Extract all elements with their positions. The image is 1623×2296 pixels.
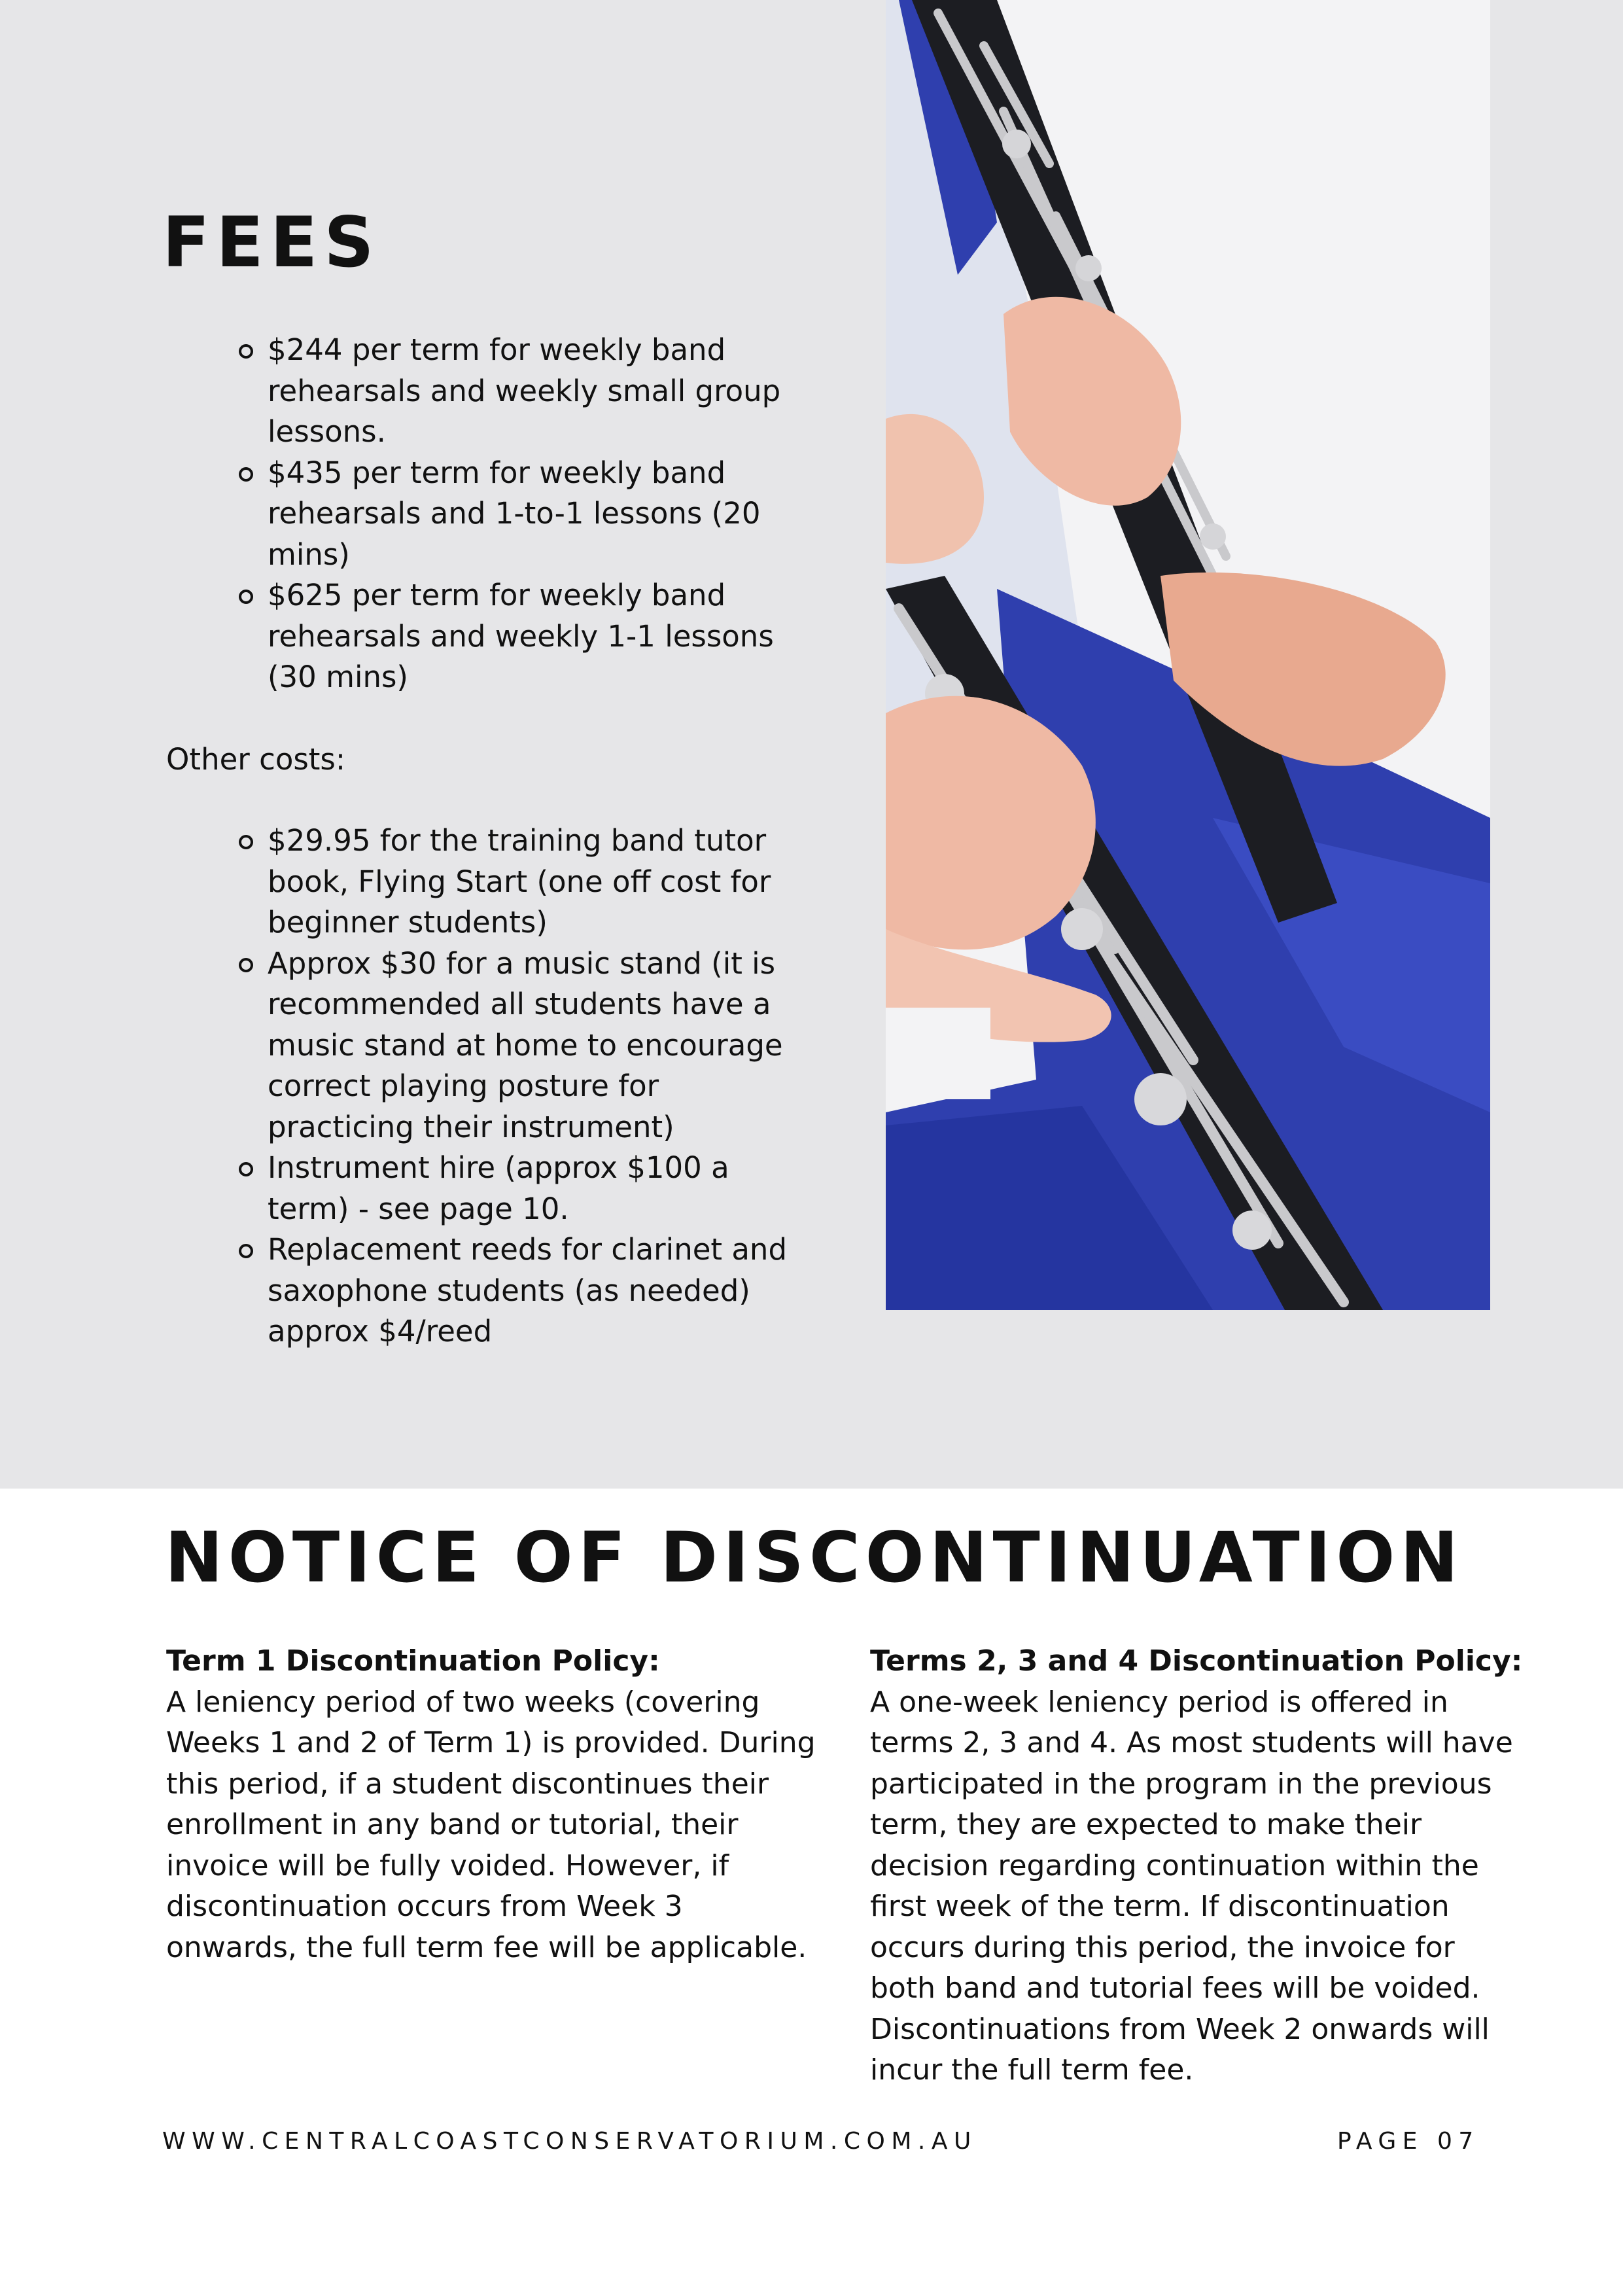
other-costs-label: Other costs: xyxy=(166,742,346,777)
clarinet-students-photo xyxy=(886,0,1490,1310)
clarinet-photo-illustration xyxy=(886,0,1490,1310)
fees-list xyxy=(239,330,801,698)
cost-text: Replacement reeds for clarinet and saxophone students (as needed) approx $4/reed xyxy=(268,1232,788,1349)
cost-text: $29.95 for the training band tutor book, Flying Start (one off cost for beginner students) xyxy=(268,823,771,940)
bullet-circle-icon xyxy=(239,344,253,359)
cost-text: Instrument hire (approx $100 a term) - see page 10. xyxy=(268,1150,729,1226)
fees-title: FEES xyxy=(162,202,381,283)
terms234-policy-heading: Terms 2, 3 and 4 Discontinuation Policy: xyxy=(870,1644,1523,1678)
bullet-circle-icon xyxy=(239,1162,253,1176)
bullet-circle-icon xyxy=(239,467,253,482)
list-item xyxy=(239,1148,801,1229)
list-item xyxy=(239,330,801,453)
term1-policy xyxy=(166,1641,820,1968)
footer-website: WWW.CENTRALCOASTCONSERVATORIUM.COM.AU xyxy=(162,2128,977,2155)
bullet-circle-icon xyxy=(239,835,253,849)
terms234-policy xyxy=(870,1641,1524,2091)
notice-title: NOTICE OF DISCONTINUATION xyxy=(165,1517,1464,1598)
bullet-circle-icon xyxy=(239,958,253,972)
other-costs-list xyxy=(239,821,801,1352)
terms234-policy-body: A one-week leniency period is offered in terms 2, 3 and 4. As most students will have participated in the program in the previous term, they are expected to make their decision regarding continuation within the first week of the term. If discontinuation occurs during this period, the invoice for both band and tutorial fees will be voided. Discontinuations from Week 2 onwards will incur the full term fee. xyxy=(870,1685,1513,2087)
list-item xyxy=(239,575,801,698)
fee-text: $625 per term for weekly band rehearsals and weekly 1-1 lessons (30 mins) xyxy=(268,578,774,694)
list-item xyxy=(239,944,801,1148)
bullet-circle-icon xyxy=(239,590,253,604)
cost-text: Approx $30 for a music stand (it is recommended all students have a music stand at home to encourage correct playing posture for practicing their instrument) xyxy=(268,945,783,1144)
list-item xyxy=(239,453,801,576)
list-item xyxy=(239,1229,801,1352)
fee-text: $435 per term for weekly band rehearsals and 1-to-1 lessons (20 mins) xyxy=(268,455,761,572)
term1-policy-body: A leniency period of two weeks (covering Weeks 1 and 2 of Term 1) is provided. During this period, if a student discontinues their enrollment in any band or tutorial, their invoice will be fully voided. However, if discontinuation occurs from Week 3 onwards, the full term fee will be applicable. xyxy=(166,1685,816,1964)
term1-policy-heading: Term 1 Discontinuation Policy: xyxy=(166,1644,660,1678)
bullet-circle-icon xyxy=(239,1244,253,1258)
fee-text: $244 per term for weekly band rehearsals and weekly small group lessons. xyxy=(268,332,781,449)
list-item xyxy=(239,821,801,944)
page-number: PAGE 07 xyxy=(1337,2128,1480,2155)
